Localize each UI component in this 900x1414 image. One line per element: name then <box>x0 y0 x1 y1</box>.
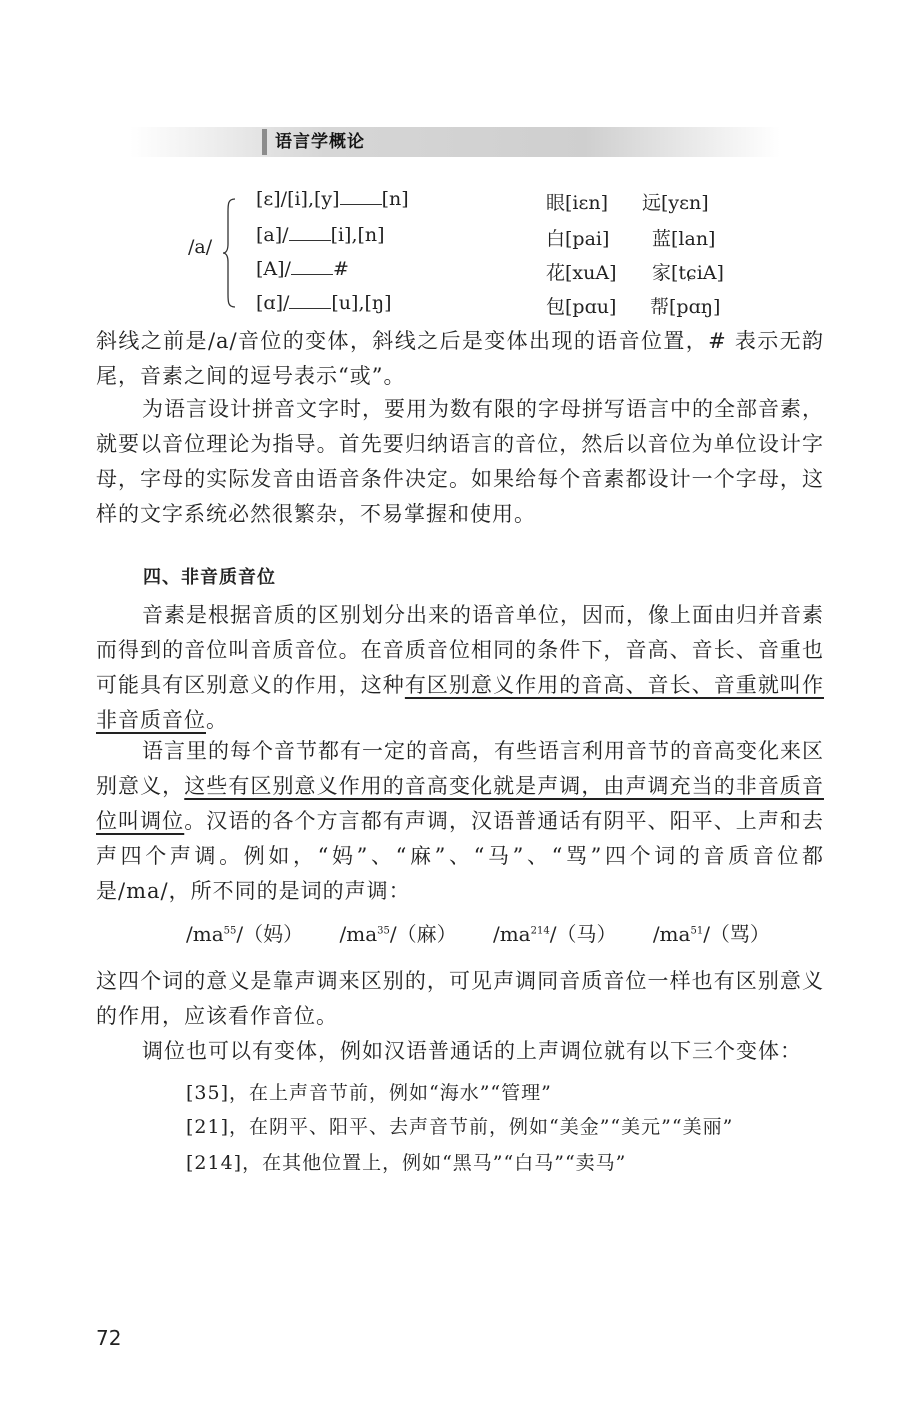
phoneme-row-4: [ɑ]/ [u],[ŋ] <box>256 292 392 314</box>
paragraph-nonsegmental: 音素是根据音质的区别划分出来的语音单位，因而，像上面由归并音素而得到的音位叫音质音位。在音质音位相同的条件下，音高、音长、音重也可能具有区别意义的作用，这种有区别意义作用的音高、音长、音重就叫作非音质音位。 <box>96 603 824 732</box>
section-heading: 四、非音质音位 <box>143 567 276 588</box>
running-header-title: 语言学概论 <box>275 132 365 152</box>
example-4b: 帮[pɑŋ] <box>650 296 721 318</box>
paragraph-tone-variants: 调位也可以有变体，例如汉语普通话的上声调位就有以下三个变体： <box>142 1039 802 1063</box>
variant-line-1: [35]，在上声音节前，例如“海水”“管理” <box>186 1082 552 1104</box>
variant-line-2: [21]，在阴平、阳平、去声音节前，例如“美金”“美元”“美丽” <box>186 1116 734 1138</box>
tone-examples <box>186 918 800 947</box>
example-4a: 包[pɑu] <box>546 296 617 318</box>
tone-example: $/ma^{51}/$（骂） <box>652 922 770 946</box>
example-2a: 白[pai] <box>546 228 610 250</box>
example-1b: 远[yεn] <box>642 192 709 214</box>
tone-example: $/ma^{35}/$（麻） <box>339 922 457 946</box>
variant-line-3: [214]，在其他位置上，例如“黑马”“白马”“卖马” <box>186 1152 627 1174</box>
phoneme-label: /a/ <box>188 236 213 258</box>
page-number: 72 <box>96 1326 122 1350</box>
example-3b: 家[tɕiA] <box>652 262 724 284</box>
paragraph-tones: 语言里的每个音节都有一定的音高，有些语言利用音节的音高变化来区别意义，这些有区别意义作用的音高变化就是声调，由声调充当的非音质音位叫调位。汉语的各个方言都有声调，汉语普通话有阴平、阳平、上声和去声四个声调。例如，“妈”、“麻”、“马”、“骂”四个词的音质音位都是/ma/，所不同的是词的声调： <box>96 739 824 903</box>
paragraph-alphabet-design: 为语言设计拼音文字时，要用为数有限的字母拼写语言中的全部音素，就要以音位理论为指导。首先要归纳语言的音位，然后以音位为单位设计字母，字母的实际发音由语音条件决定。如果给每个音素都设计一个字母，这样的文字系统必然很繁杂，不易掌握和使用。 <box>96 397 824 526</box>
paragraph-variant-explanation: 斜线之前是/a/音位的变体，斜线之后是变体出现的语音位置，# 表示无韵尾，音素之间的逗号表示“或”。 <box>96 329 824 388</box>
header-band-mark <box>262 129 267 155</box>
phoneme-row-3: [A]/ # <box>256 258 349 280</box>
header-band <box>130 127 780 157</box>
curly-brace <box>222 198 236 308</box>
phoneme-row-2: [a]/ [i],[n] <box>256 224 385 246</box>
underlined-tone-definition: 这些有区别意义作用的音高变化就是声调，由声调充当的非音质音位叫调位 <box>96 774 824 833</box>
underlined-definition: 有区别意义作用的音高、音长、音重就叫作非音质音位 <box>96 673 824 732</box>
paragraph-tone-conclusion: 这四个词的意义是靠声调来区别的，可见声调同音质音位一样也有区别意义的作用，应该看作音位。 <box>96 969 824 1028</box>
tone-example: $/ma^{55}/$（妈） <box>186 922 304 946</box>
example-2b: 蓝[lan] <box>652 228 716 250</box>
example-1a: 眼[iεn] <box>546 192 608 214</box>
phoneme-row-1: [ε]/[i],[y] [n] <box>256 188 409 210</box>
example-3a: 花[xuA] <box>546 262 617 284</box>
tone-example: $/ma^{214}/$（马） <box>492 922 617 946</box>
